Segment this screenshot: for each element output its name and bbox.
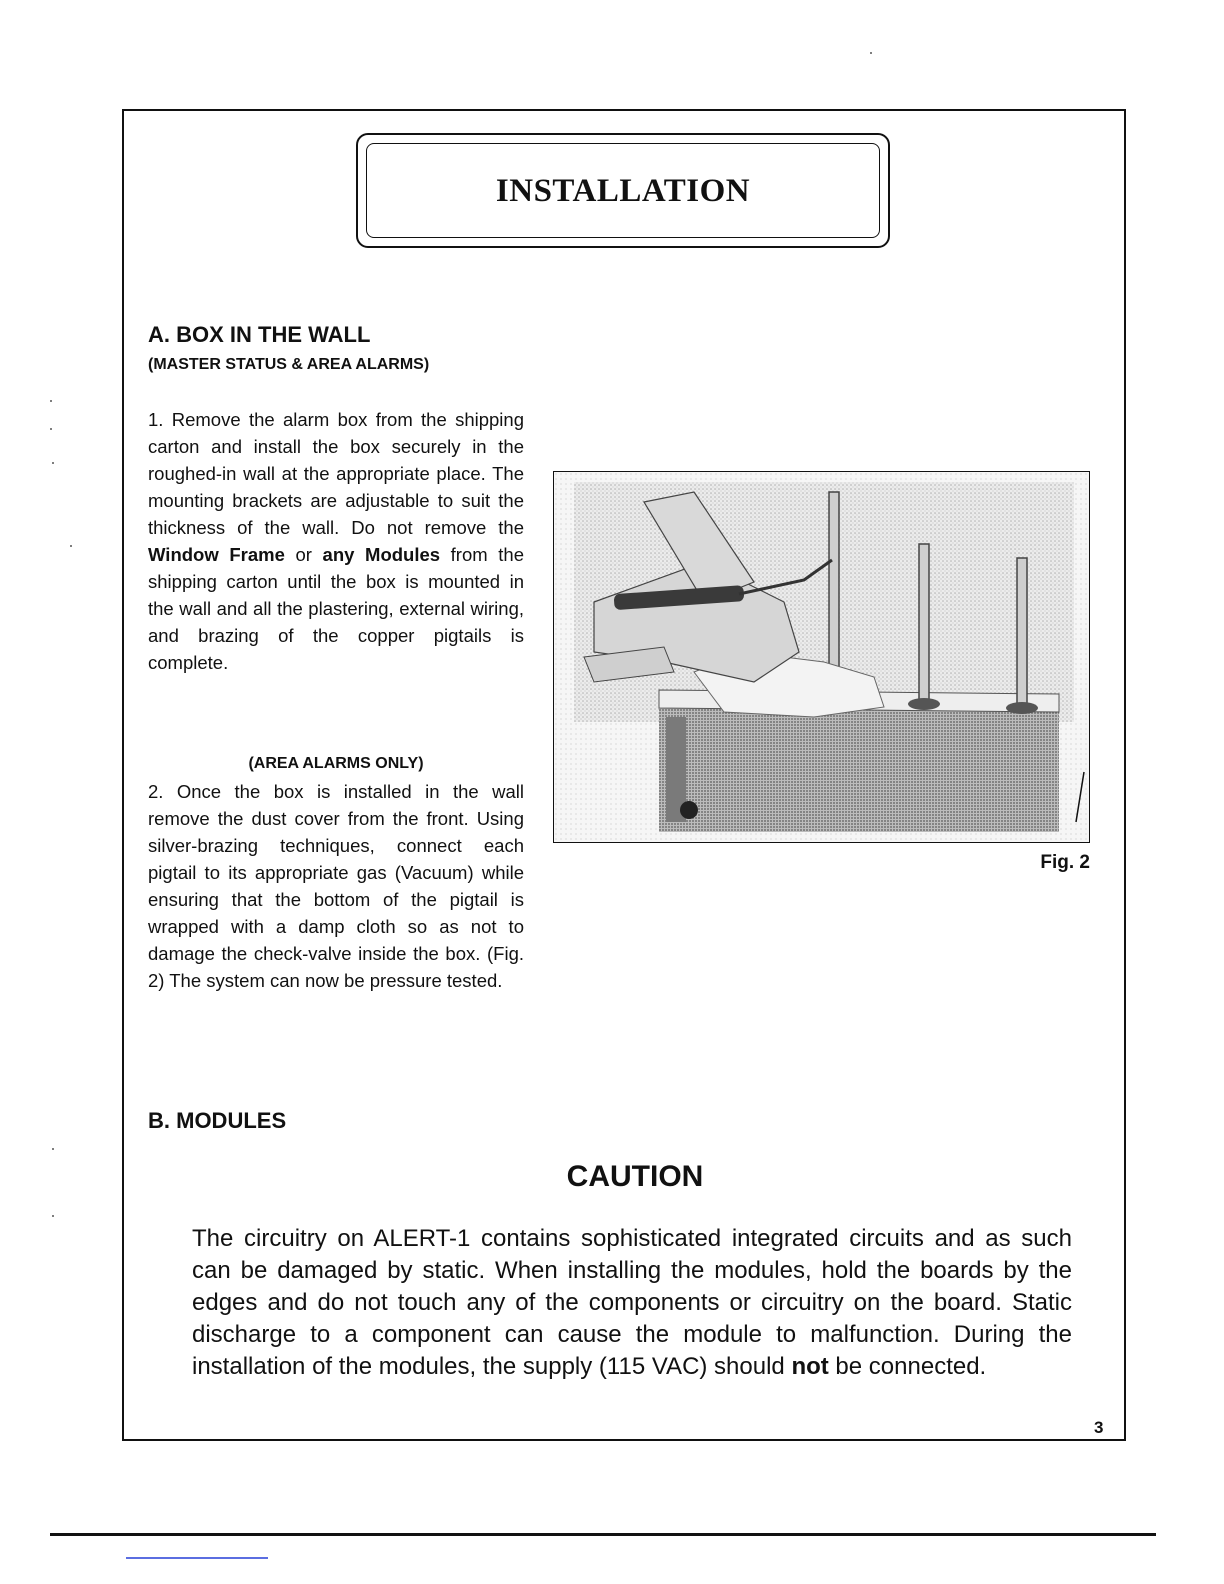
- section-b-heading: B. MODULES: [148, 1108, 287, 1133]
- step-1-bold-any-modules: any Modules: [322, 544, 441, 565]
- scan-speck: [50, 400, 52, 402]
- step-2-paragraph: 2. Once the box is installed in the wall remove the dust cover from the front. Using silver-brazing techniques, connect each pigtail to its appropriate gas (Vacuum) while ensuring that the bottom of the pigtail is wrapped with a damp cloth so as not to damage the check-valve inside the box. (Fig. 2) The system can now be pressure tested.: [148, 781, 524, 991]
- caution-text-start: The circuitry on ALERT-1 contains sophisticated integrated circuits and as such can be damaged by static. When installing the modules, hold the boards by the edges and do not touch any of the components or circuitry on the board. Static discharge to a component can cause the module to malfunction. During the installation of the modules, the supply (115 VAC) should: [192, 1225, 1072, 1380]
- figure-2-photo: [553, 471, 1090, 843]
- caution-text-end: be connected.: [828, 1353, 987, 1380]
- scan-speck: [50, 428, 52, 430]
- step-1-text-start: 1. Remove the alarm box from the shipping carton and install the box securely in the roughed-in wall at the appropriate place. The mounting brackets are adjustable to suit the thickness of the wall. Do not remove the: [148, 409, 524, 538]
- caution-paragraph: [192, 1223, 1072, 1383]
- page-title: INSTALLATION: [495, 173, 751, 209]
- step-1-bold-window-frame: Window Frame: [148, 544, 285, 565]
- section-a-subheading: (MASTER STATUS & AREA ALARMS): [148, 356, 430, 373]
- step-1-paragraph: [148, 406, 524, 676]
- caution-bold-not: not: [791, 1353, 829, 1380]
- caution-heading: CAUTION: [566, 1160, 704, 1193]
- scan-speck: [52, 1148, 54, 1150]
- bottom-rule: [50, 1533, 1156, 1536]
- step-1-text-between: or: [284, 544, 323, 565]
- scan-speck: [52, 462, 54, 464]
- brazing-illustration: [554, 472, 1090, 843]
- figure-2-label: Fig. 2: [1040, 852, 1090, 873]
- blue-underline-mark: [126, 1557, 268, 1559]
- scan-speck: [52, 1215, 54, 1217]
- step-1-text-end: from the shipping carton until the box is mounted in the wall and all the plastering, external wiring, and brazing of the copper pigtails is complete.: [148, 544, 524, 673]
- scan-speck: [870, 52, 872, 54]
- title-box: [356, 133, 890, 248]
- section-a-heading: A. BOX IN THE WALL: [148, 322, 371, 347]
- page-number: 3: [1094, 1418, 1104, 1437]
- scan-speck: [70, 545, 72, 547]
- area-alarms-only-label: (AREA ALARMS ONLY): [248, 755, 424, 772]
- title-box-inner: [366, 143, 880, 238]
